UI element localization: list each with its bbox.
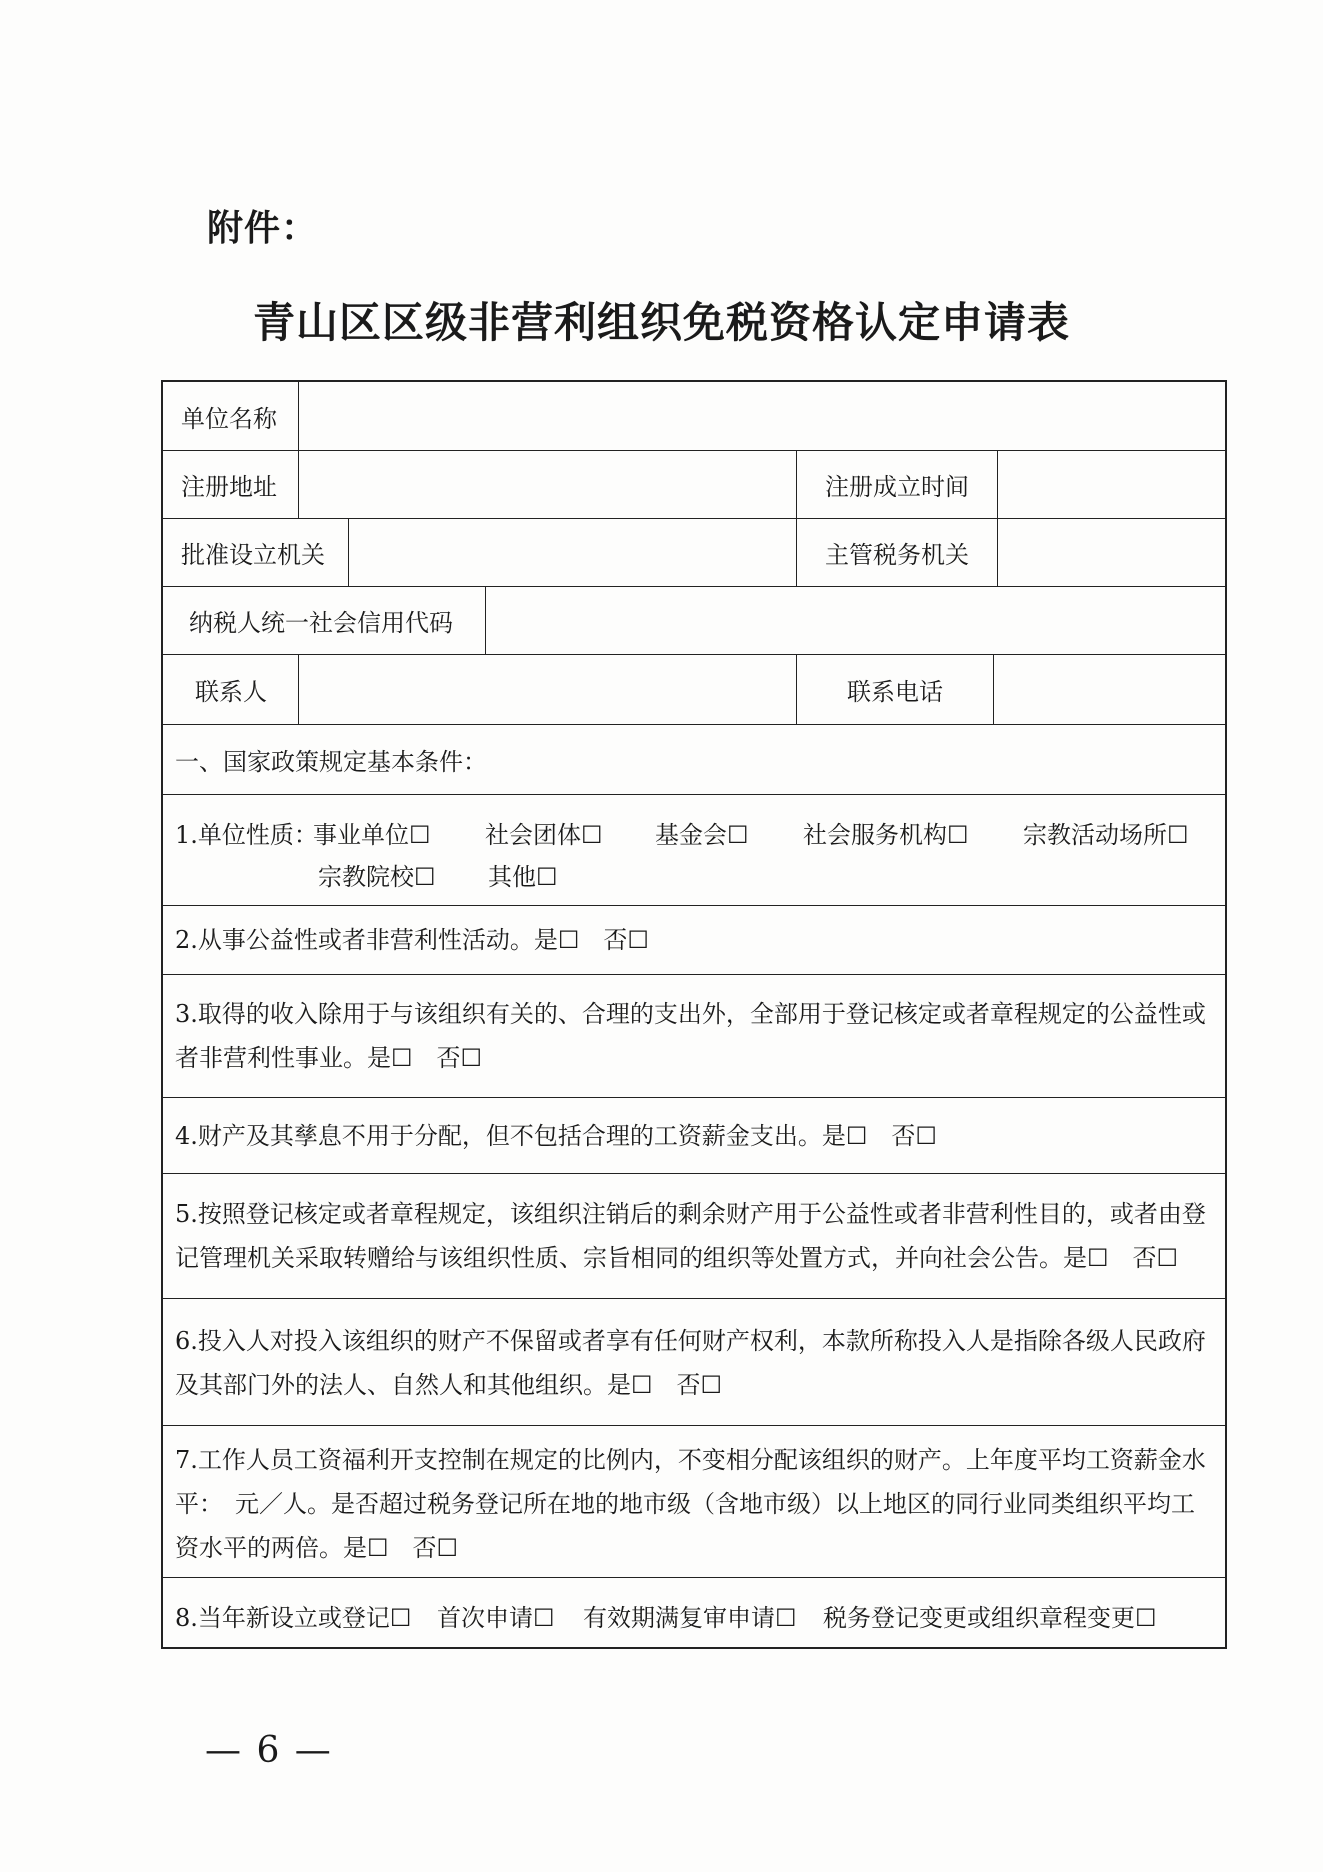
item-6-text: 6.投入人对投入该组织的财产不保留或者享有任何财产权利，本款所称投入人是指除各级人民政府及其部门外的法人、自然人和其他组织。是☐ 否☐ <box>175 1327 1206 1399</box>
section-heading: 一、国家政策规定基本条件： <box>175 748 487 776</box>
reg-address-field[interactable] <box>299 451 796 518</box>
reg-date-label: 注册成立时间 <box>825 473 969 501</box>
tax-authority-label: 主管税务机关 <box>825 541 969 569</box>
row-contact <box>163 655 1225 725</box>
row-item-4 <box>163 1098 1225 1174</box>
row-address <box>163 451 1225 519</box>
reg-date-field[interactable] <box>998 451 1225 518</box>
row-unit-nature <box>163 795 1225 906</box>
contact-field[interactable] <box>299 655 796 724</box>
phone-field[interactable] <box>994 655 1225 724</box>
unit-nature-label: 1.单位性质： <box>175 821 318 849</box>
form-title: 青山区区级非营利组织免税资格认定申请表 <box>252 298 1070 347</box>
row-item-8 <box>163 1578 1225 1651</box>
nature-option-religious-school[interactable]: 宗教院校☐ <box>318 863 436 891</box>
phone-label: 联系电话 <box>847 678 943 706</box>
item-8-new-registration[interactable]: 8.当年新设立或登记☐ <box>175 1604 412 1632</box>
nature-option-other[interactable]: 其他☐ <box>488 863 558 891</box>
contact-label: 联系人 <box>195 678 267 706</box>
item-2-text: 2.从事公益性或者非营利性活动。是☐ 否☐ <box>175 926 649 954</box>
unit-name-field[interactable] <box>299 382 1225 450</box>
nature-option-public-institution[interactable]: 事业单位☐ <box>313 821 431 849</box>
row-approval <box>163 519 1225 587</box>
credit-code-label: 纳税人统一社会信用代码 <box>189 609 453 637</box>
approval-org-field[interactable] <box>349 519 796 586</box>
item-8-change[interactable]: 税务登记变更或组织章程变更☐ <box>823 1604 1157 1632</box>
row-item-5 <box>163 1174 1225 1299</box>
item-8-first-application[interactable]: 首次申请☐ <box>437 1604 555 1632</box>
row-item-7 <box>163 1426 1225 1578</box>
reg-address-label: 注册地址 <box>181 473 277 501</box>
nature-option-social-service[interactable]: 社会服务机构☐ <box>803 821 969 849</box>
attachment-label: 附件： <box>207 208 319 249</box>
item-8-renewal[interactable]: 有效期满复审申请☐ <box>583 1604 797 1632</box>
item-5-text: 5.按照登记核定或者章程规定，该组织注销后的剩余财产用于公益性或者非营利性目的，或者由登记管理机关采取转赠给与该组织性质、宗旨相同的组织等处置方式，并向社会公告。是☐ 否☐ <box>175 1200 1206 1272</box>
unit-name-label: 单位名称 <box>181 404 277 433</box>
item-3-text: 3.取得的收入除用于与该组织有关的、合理的支出外，全部用于登记核定或者章程规定的公益性或者非营利性事业。是☐ 否☐ <box>175 1000 1206 1072</box>
row-item-3 <box>163 975 1225 1098</box>
application-form <box>161 380 1227 1649</box>
nature-option-social-group[interactable]: 社会团体☐ <box>485 821 603 849</box>
credit-code-field[interactable] <box>486 587 1225 654</box>
tax-authority-field[interactable] <box>998 519 1225 586</box>
row-credit-code <box>163 587 1225 655</box>
page-number: — 6 — <box>205 1730 333 1771</box>
nature-option-religious-venue[interactable]: 宗教活动场所☐ <box>1023 821 1189 849</box>
row-item-2 <box>163 906 1225 975</box>
row-item-6 <box>163 1299 1225 1426</box>
item-4-text: 4.财产及其孳息不用于分配，但不包括合理的工资薪金支出。是☐ 否☐ <box>175 1122 937 1150</box>
item-7-text: 7.工作人员工资福利开支控制在规定的比例内，不变相分配该组织的财产。上年度平均工资薪金水平： 元／人。是否超过税务登记所在地的地市级（含地市级）以上地区的同行业同类组织平均工资水平的两倍。是☐ 否☐ <box>175 1446 1206 1562</box>
nature-option-foundation[interactable]: 基金会☐ <box>655 821 749 849</box>
approval-org-label: 批准设立机关 <box>181 541 325 569</box>
row-section-header <box>163 725 1225 795</box>
row-unit-name <box>163 382 1225 451</box>
